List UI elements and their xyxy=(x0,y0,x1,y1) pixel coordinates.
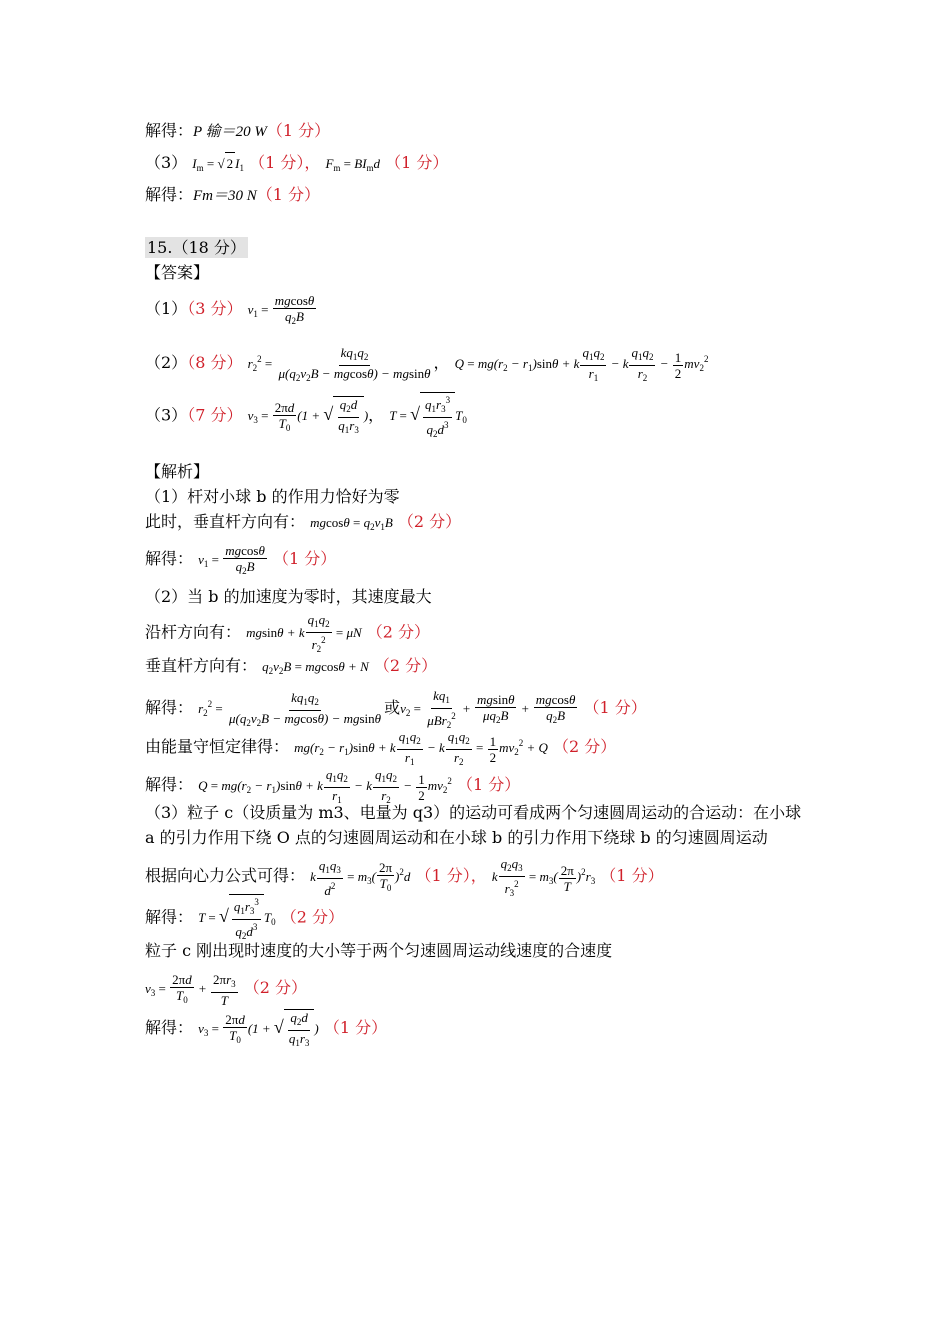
score-mark: （1 分） xyxy=(272,549,337,568)
v3-sum-formula: $v_3$ = $\frac{2\pi d}{T_0}$ + $\frac{2\pi r_3}{T}$ xyxy=(145,972,236,1009)
v2-formula: $v_2$ = $\frac{kq_1}{\mu Br_2^2}$ + $\frac{mgsin\theta}{\mu q_2B}$ + $\frac{mgcos\theta}{q_2B}$ xyxy=(400,687,576,730)
period-formula: T = √ $\frac{q_1r_3^3}{q_2d^3}$ $T_0$ xyxy=(389,408,467,423)
part-number: （1） xyxy=(145,299,188,318)
analysis-part2-intro: （2）当 b 的加速度为零时，其速度最大 xyxy=(145,587,432,606)
or-word: 或 xyxy=(384,698,401,717)
score-mark: （2 分） xyxy=(553,737,617,756)
score-mark: （1 分） xyxy=(457,775,521,794)
q-heat-formula: $Q = mg(r_2 - r_1)\sin\theta + k$ $\frac{q_1q_2}{r_1}$ − k $\frac{q_1q_2}{r_2}$ − $\frac{1}{2}$ $mv_2^2$ xyxy=(454,344,709,383)
analysis-period-result xyxy=(145,894,344,944)
score-mark: （8 分） xyxy=(187,353,243,372)
step-label: 根据向心力公式可得： xyxy=(145,866,306,885)
r2-formula: $r_2^2$ = $\frac{kq_1q_2}{\mu(q_2v_2B - mgcos\theta) - mgsin\theta}$ xyxy=(247,344,431,383)
score-mark: （1 分） xyxy=(323,1018,388,1037)
answer-part3: （3）（7 分） $v_3$ = $\frac{2\pi d}{T_0}$ (1 + √ $\frac{q_2d}{q_1r_3}$ )， T = √ $\frac{q_1r_3^3}{q_2d^3}$ $T_0$ xyxy=(145,392,467,442)
analysis-part3-intro: （3）粒子 c（设质量为 m3、电量为 q3）的运动可看成两个匀速圆周运动的合运动：在小球 xyxy=(145,803,802,822)
score-mark: （2 分） xyxy=(397,512,462,531)
p-output-formula: P 输＝20 W xyxy=(193,124,267,140)
question-header xyxy=(145,237,248,259)
r2-formula: $r_2^2$ = $\frac{kq_1q_2}{\mu(q_2v_2B - mgcos\theta) - mgsin\theta}$ xyxy=(198,689,382,728)
score-mark: （1 分） xyxy=(256,185,321,204)
score-mark: （2 分） xyxy=(373,656,438,675)
answer-title: 【答案】 xyxy=(145,263,210,282)
analysis-perp-rod-eq xyxy=(145,655,437,682)
solve-label: 解得： xyxy=(145,185,194,204)
score-mark: （1 分） xyxy=(600,866,664,885)
part-number: （3） xyxy=(145,153,188,172)
max-current-formula: $I_m$ = √ 2 $I_1$ xyxy=(192,156,244,171)
energy-conservation-formula: $mg(r_2 - r_1)\sin\theta + k$ $\frac{q_1q_2}{r_1}$ − k $\frac{q_1q_2}{r_2}$ = $\frac{1}{2}$ $mv_2^2 + Q$ xyxy=(294,728,548,767)
answer-part2: （2）（8 分） $r_2^2$ = $\frac{kq_1q_2}{\mu(q_2v_2B - mgcos\theta) - mgsin\theta}$ ， $Q = mg(r_2 - r_1)\sin\theta + k$ $\frac{q_1q_2}{r_1}$ − k $\frac{q_1q_2}{r_2}$ − $\frac{1}{2}$ $mv_2^2$ xyxy=(145,344,709,383)
analysis-title: 【解析】 xyxy=(145,462,210,481)
centripetal-formula-a: k $\frac{q_1q_3}{d^2}$ = $m_3$( $\frac{2\pi}{T_0}$ )$^2$d xyxy=(310,858,411,899)
step-label: 垂直杆方向有： xyxy=(145,656,258,675)
along-rod-formula: mgsinθ + k $\frac{q_1q_2}{r_2^2}$ = μN xyxy=(246,612,362,654)
score-mark: （1 分） xyxy=(583,698,647,717)
analysis-along-rod-eq xyxy=(145,612,430,657)
line-part3-current-force xyxy=(145,152,448,179)
score-mark: （1 分）， xyxy=(415,866,487,885)
score-mark: （7 分） xyxy=(187,405,243,425)
line-f-result xyxy=(145,184,320,207)
solve-label: 解得： xyxy=(145,1018,194,1037)
analysis-velocity-intro: 粒子 c 刚出现时速度的大小等于两个匀速圆周运动线速度的合速度 xyxy=(145,941,613,960)
solve-label: 解得： xyxy=(145,698,194,717)
v1-formula: $v_1$ = $\frac{mgcos\theta}{q_2B}$ xyxy=(247,293,315,327)
period-formula: T = √ $\frac{q_1r_3^3}{q_2d^3}$ $T_0$ xyxy=(198,910,276,925)
solve-label: 解得： xyxy=(145,549,194,568)
part-number: （2） xyxy=(145,353,188,372)
v3-formula: $v_3$ = $\frac{2\pi d}{T_0}$ (1 + √ $\frac{q_2d}{q_1r_3}$ ) xyxy=(248,408,369,423)
v3-formula: $v_3$ = $\frac{2\pi d}{T_0}$ (1 + √ $\frac{q_2d}{q_1r_3}$ ) xyxy=(198,1021,319,1036)
analysis-part3-intro-cont: a 的引力作用下绕 O 点的匀速圆周运动和在小球 b 的引力作用下绕球 b 的匀速圆周运动 xyxy=(145,828,768,847)
score-mark: （1 分）， xyxy=(249,153,321,172)
analysis-perpendicular-eq xyxy=(145,511,461,538)
solve-label: 解得： xyxy=(145,775,194,794)
score-mark: （1 分） xyxy=(266,121,331,140)
part-number: （3） xyxy=(145,405,188,425)
perp-rod-formula: $q_2v_2B = mgcos\theta + N$ xyxy=(262,659,369,676)
analysis-v3-result xyxy=(145,1008,387,1052)
score-mark: （3 分） xyxy=(187,299,243,318)
force-balance-formula: $mgcos\theta = q_2v_1B$ xyxy=(310,515,393,532)
solve-label: 解得： xyxy=(145,121,194,140)
score-mark: （2 分） xyxy=(366,622,431,642)
line-p-result xyxy=(145,120,330,143)
score-mark: （2 分） xyxy=(280,907,345,927)
q-heat-formula: $Q = mg(r_2 - r_1)\sin\theta + k$ $\frac{q_1q_2}{r_1}$ − k $\frac{q_1q_2}{r_2}$ − $\frac{1}{2}$ $mv_2^2$ xyxy=(198,766,452,805)
score-mark: （1 分） xyxy=(385,153,449,172)
question-number: 15.（18 分） xyxy=(147,238,246,257)
step-label: 沿杆方向有： xyxy=(145,622,242,642)
score-mark: （2 分） xyxy=(243,978,307,997)
analysis-v3-sum xyxy=(145,970,307,1011)
analysis-part1-intro: （1）杆对小球 b 的作用力恰好为零 xyxy=(145,487,400,506)
analysis-v1-result xyxy=(145,542,336,581)
v1-formula: $v_1$ = $\frac{mgcos\theta}{q_2B}$ xyxy=(198,543,265,577)
answer-part1 xyxy=(145,292,317,331)
analysis-energy-eq xyxy=(145,726,616,770)
centripetal-formula-b: k $\frac{q_2q_3}{r_3^2}$ = $m_3$( $\frac{2\pi}{T}$ )$^2r_3$ xyxy=(491,855,596,898)
fm-formula: Fm＝30 N xyxy=(193,188,257,204)
step-label: 此时，垂直杆方向有： xyxy=(145,512,306,531)
solve-label: 解得： xyxy=(145,907,194,927)
step-label: 由能量守恒定律得： xyxy=(145,737,290,756)
analysis-q-result xyxy=(145,764,520,808)
max-force-formula: $F_m = BI_md$ xyxy=(325,156,381,173)
